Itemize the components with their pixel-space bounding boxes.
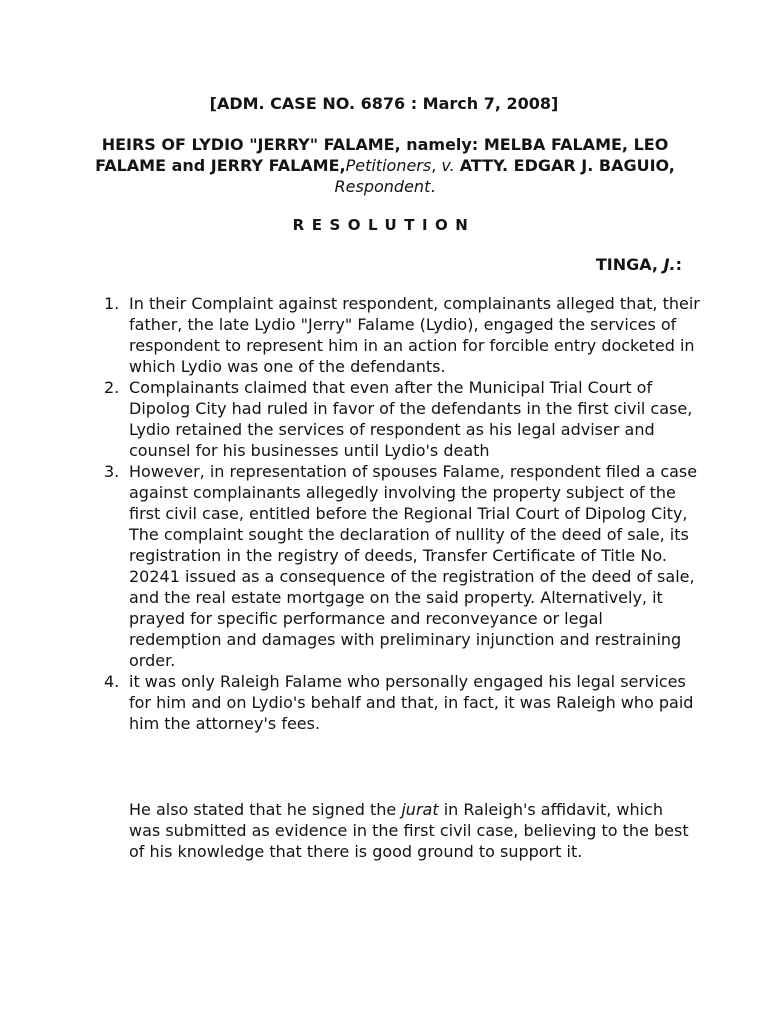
list-item [0,293,700,377]
petitioners-names: HEIRS OF LYDIO "JERRY" FALAME, namely: MELBA FALAME, LEO FALAME and JERRY FALAME, [95,135,669,175]
list-item-text: In their Complaint against respondent, complainants alleged that, their father, the late Lydio "Jerry" Falame (Lydio), engaged the services of respondent to represent him in an action for forcible entry docketed in which Lydio was one of the defendants. [129,294,700,376]
period: . [430,177,436,196]
closing-text-after: in Raleigh's affidavit, which was submitted as evidence in the first civil case, believing to the best of his knowledge that there is good ground to support it. [129,800,689,861]
comma: , [431,156,437,175]
closing-paragraph [129,799,689,862]
ponente-name: TINGA, [595,255,658,274]
list-item [0,671,700,734]
closing-emphasis: jurat [401,800,439,819]
respondent-role: Respondent [334,177,431,196]
ponente-suffix: J. [663,255,676,274]
list-item-text: Complainants claimed that even after the Municipal Trial Court of Dipolog City had ruled in favor of the defendants in the first civil case, Lydio retained the services of respondent as his legal adviser and counsel for his businesses until Lydio's death [129,378,693,460]
ponente [596,255,682,275]
list-item-text: it was only Raleigh Falame who personally engaged his legal services for him and on Lydio's behalf and that, in fact, it was Raleigh who paid him the attorney's fees. [129,672,694,733]
case-parties [80,134,690,197]
respondent-name: ATTY. EDGAR J. BAGUIO, [459,156,675,175]
list-item [0,461,700,671]
list-item-number: 3. [104,462,120,481]
resolution-heading: RESOLUTION [292,216,476,234]
versus: v. [441,156,455,175]
closing-text-before: He also stated that he signed the [129,800,402,819]
list-item-number: 2. [104,378,120,397]
list-item-number: 1. [104,294,120,313]
facts-list [0,293,700,734]
petitioners-role: Petitioners [345,156,432,175]
list-item-text: However, in representation of spouses Falame, respondent filed a case against complainants allegedly involving the property subject of the first civil case, entitled before the Regional Trial Court of Dipolog City, The complaint sought the declaration of nullity of the deed of sale, its registration in the registry of deeds, Transfer Certificate of Title No. 20241 issued as a consequence of the registration of the deed of sale, and the real estate mortgage on the said property. Alternatively, it prayed for specific performance and reconveyance or legal redemption and damages with preliminary injunction and restraining order. [129,462,698,670]
list-item-number: 4. [104,672,120,691]
ponente-colon: : [675,255,682,274]
list-item [0,377,700,461]
case-number-heading: [ADM. CASE NO. 6876 : March 7, 2008] [209,94,559,113]
